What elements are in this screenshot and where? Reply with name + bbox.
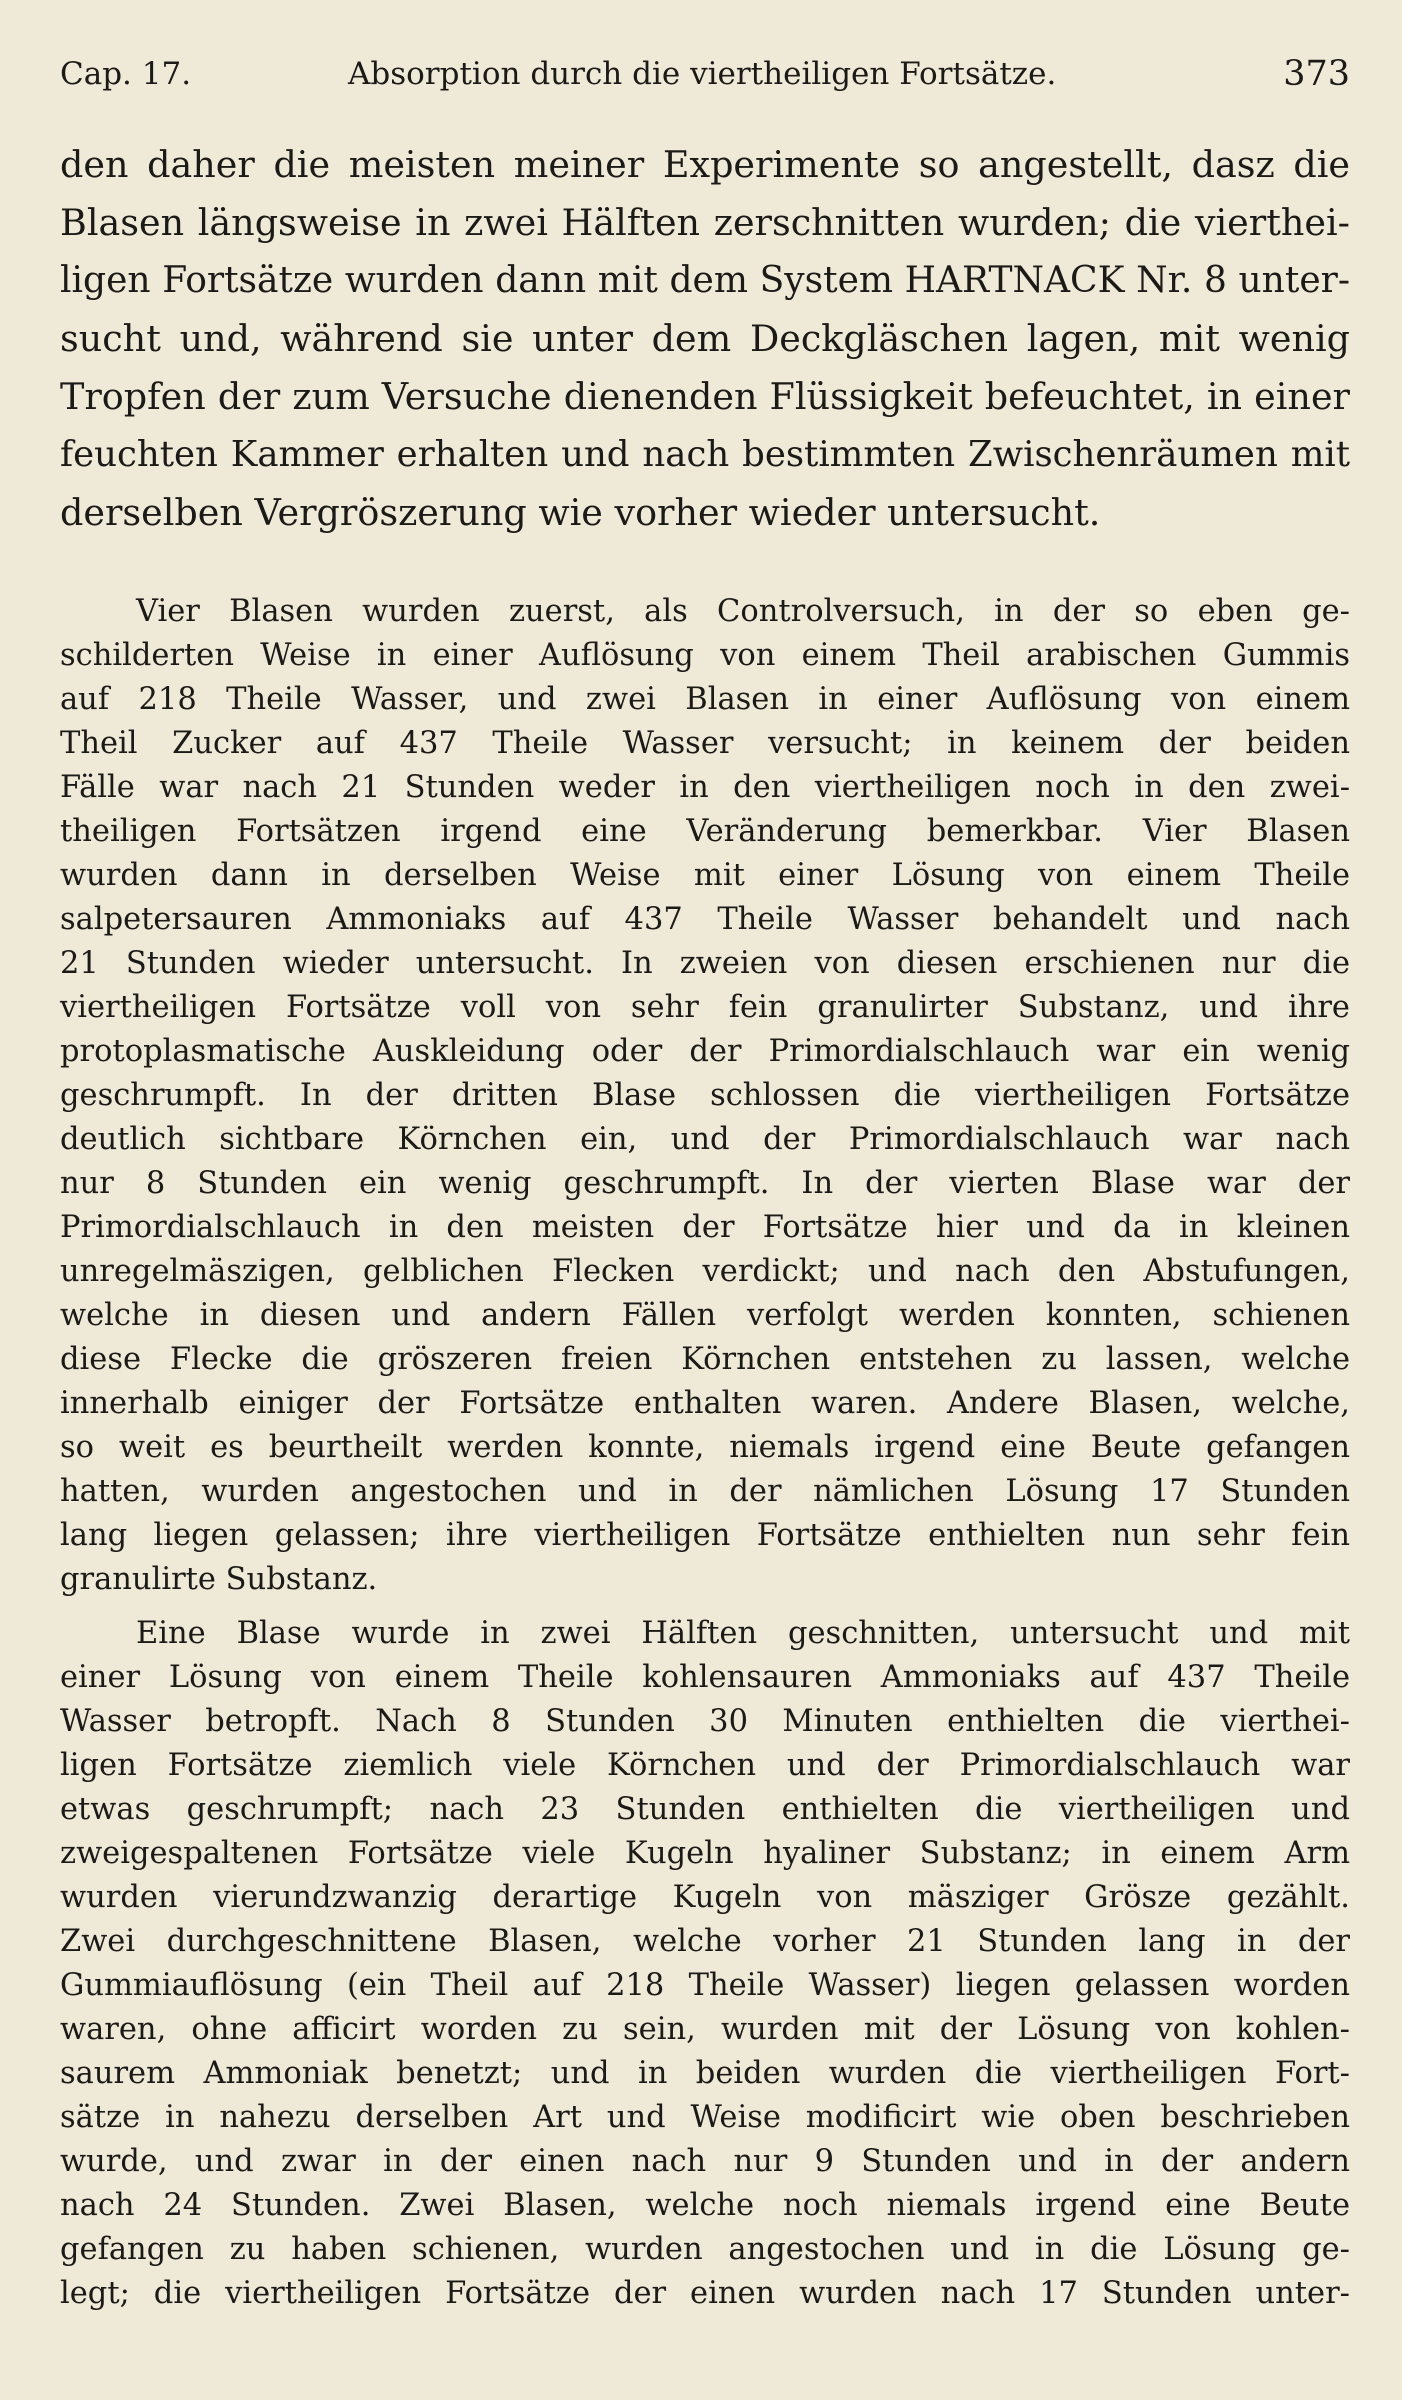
running-header	[60, 50, 1350, 110]
page-number: 373	[1283, 54, 1350, 94]
text-line: nach 24 Stunden. Zwei Blasen, welche noch niemals irgend eine Beute	[60, 2188, 1350, 2223]
text-line: hatten, wurden angestochen und in der nämlichen Lösung 17 Stunden	[60, 1474, 1350, 1509]
chapter-label: Cap. 17.	[60, 56, 192, 92]
text-line: zweigespaltenen Fortsätze viele Kugeln hyaliner Substanz; in einem Arm	[60, 1836, 1350, 1871]
text-line: derselben Vergröszerung wie vorher wieder untersucht.	[60, 491, 1101, 534]
text-line: Fälle war nach 21 Stunden weder in den viertheiligen noch in den zwei-	[60, 770, 1350, 805]
text-line: wurde, und zwar in der einen nach nur 9 Stunden und in der andern	[60, 2144, 1350, 2179]
text-line: protoplasmatische Auskleidung oder der Primordialschlauch war ein wenig	[60, 1034, 1350, 1069]
text-line: so weit es beurtheilt werden konnte, niemals irgend eine Beute gefangen	[60, 1430, 1350, 1465]
text-line: lang liegen gelassen; ihre viertheiligen Fortsätze enthielten nun sehr fein	[60, 1518, 1350, 1553]
text-line: auf 218 Theile Wasser, und zwei Blasen in einer Auflösung von einem	[60, 682, 1350, 717]
text-line: ligen Fortsätze wurden dann mit dem System HARTNACK Nr. 8 unter-	[60, 260, 1350, 301]
paragraph-3	[60, 1612, 1350, 2316]
text-line: gefangen zu haben schienen, wurden angestochen und in die Lösung ge-	[60, 2232, 1350, 2267]
text-line: diese Flecke die gröszeren freien Körnchen entstehen zu lassen, welche	[60, 1342, 1350, 1377]
paragraph-1	[60, 136, 1350, 542]
text-line: Gummiauflösung (ein Theil auf 218 Theile Wasser) liegen gelassen worden	[60, 1968, 1350, 2003]
running-title: Absorption durch die viertheiligen Fortsätze.	[348, 56, 1057, 92]
text-line: Zwei durchgeschnittene Blasen, welche vorher 21 Stunden lang in der	[60, 1924, 1350, 1959]
text-line: Primordialschlauch in den meisten der Fortsätze hier und da in kleinen	[60, 1210, 1350, 1245]
text-line: Blasen längsweise in zwei Hälften zerschnitten wurden; die vierthei-	[60, 201, 1350, 244]
text-line: Wasser betropft. Nach 8 Stunden 30 Minuten enthielten die vierthei-	[60, 1704, 1350, 1739]
text-line: welche in diesen und andern Fällen verfolgt werden konnten, schienen	[60, 1298, 1350, 1333]
text-line: deutlich sichtbare Körnchen ein, und der Primordialschlauch war nach	[60, 1122, 1350, 1157]
text-line: den daher die meisten meiner Experimente so angestellt, dasz die	[60, 143, 1350, 186]
text-line: viertheiligen Fortsätze voll von sehr fein granulirter Substanz, und ihre	[60, 990, 1350, 1025]
text-line: geschrumpft. In der dritten Blase schlossen die viertheiligen Fortsätze	[60, 1078, 1350, 1113]
text-line: saurem Ammoniak benetzt; und in beiden wurden die viertheiligen Fort-	[60, 2056, 1350, 2091]
text-line: etwas geschrumpft; nach 23 Stunden enthielten die viertheiligen und	[60, 1792, 1350, 1827]
paragraph-2	[60, 590, 1350, 1602]
text-line: nur 8 Stunden ein wenig geschrumpft. In der vierten Blase war der	[60, 1166, 1350, 1201]
text-line: sucht und, während sie unter dem Deckgläschen lagen, mit wenig	[60, 317, 1350, 360]
text-line: Eine Blase wurde in zwei Hälften geschnitten, untersucht und mit	[136, 1616, 1350, 1651]
text-line: theiligen Fortsätzen irgend eine Veränderung bemerkbar. Vier Blasen	[60, 814, 1350, 849]
text-line: innerhalb einiger der Fortsätze enthalten waren. Andere Blasen, welche,	[60, 1386, 1350, 1421]
text-line: ligen Fortsätze ziemlich viele Körnchen und der Primordialschlauch war	[60, 1748, 1350, 1783]
text-line: 21 Stunden wieder untersucht. In zweien von diesen erschienen nur die	[60, 946, 1350, 981]
text-line: waren, ohne afficirt worden zu sein, wurden mit der Lösung von kohlen-	[60, 2012, 1350, 2047]
text-line: granulirte Substanz.	[60, 1562, 378, 1597]
text-line: einer Lösung von einem Theile kohlensauren Ammoniaks auf 437 Theile	[60, 1660, 1350, 1695]
text-line: Vier Blasen wurden zuerst, als Controlversuch, in der so eben ge-	[136, 594, 1350, 629]
text-line: Tropfen der zum Versuche dienenden Flüssigkeit befeuchtet, in einer	[60, 375, 1350, 418]
text-line: wurden dann in derselben Weise mit einer Lösung von einem Theile	[60, 858, 1350, 893]
text-line: Theil Zucker auf 437 Theile Wasser versucht; in keinem der beiden	[60, 726, 1350, 761]
text-line: unregelmäszigen, gelblichen Flecken verdickt; und nach den Abstufungen,	[60, 1254, 1350, 1289]
text-line: salpetersauren Ammoniaks auf 437 Theile Wasser behandelt und nach	[60, 902, 1350, 937]
text-line: wurden vierundzwanzig derartige Kugeln von mäsziger Grösze gezählt.	[60, 1880, 1350, 1915]
text-line: legt; die viertheiligen Fortsätze der einen wurden nach 17 Stunden unter-	[60, 2276, 1350, 2311]
text-line: sätze in nahezu derselben Art und Weise modificirt wie oben beschrieben	[60, 2100, 1350, 2135]
text-line: feuchten Kammer erhalten und nach bestimmten Zwischenräumen mit	[60, 434, 1350, 475]
text-line: schilderten Weise in einer Auflösung von einem Theil arabischen Gummis	[60, 638, 1350, 673]
